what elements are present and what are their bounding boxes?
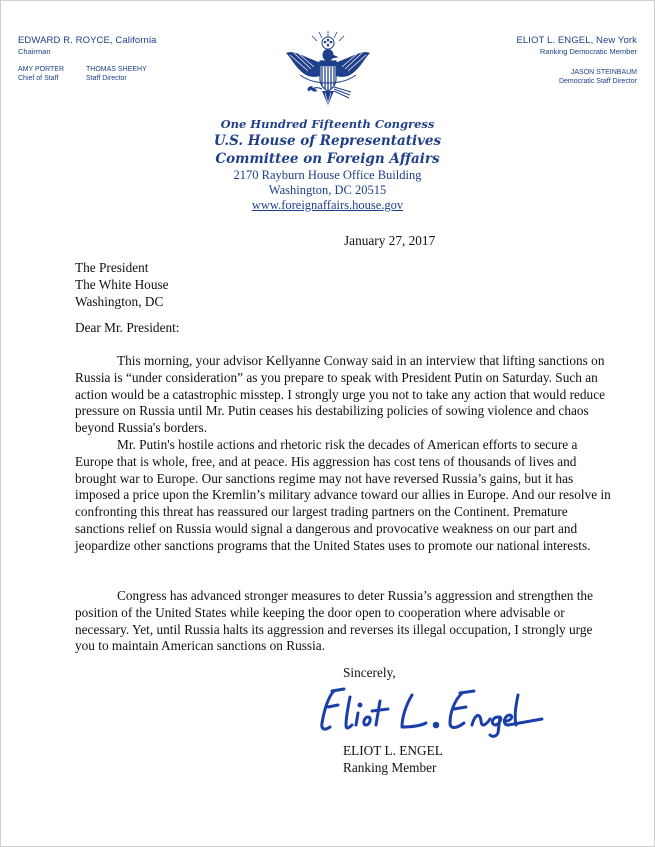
signer-block [343,743,443,777]
addressee-line: The President [75,260,149,275]
address-line: 2170 Rayburn House Office Building [233,168,422,182]
website-link[interactable]: www.foreignaffairs.house.gov [251,198,404,212]
staff-entry [516,68,637,86]
staff-name: THOMAS SHEEHY [86,66,147,73]
city-line: Washington, DC 20515 [268,183,387,197]
ranking-member-title: Ranking Democratic Member [539,47,637,56]
letter-date: January 27, 2017 [344,233,436,248]
letterhead-left [18,35,157,83]
staff-entry [18,65,64,83]
letterhead-right [516,35,637,86]
chair-title: Chairman [18,47,51,56]
handwritten-signature [314,683,544,739]
congress-line: One Hundred Fifteenth Congress [220,117,435,131]
addressee-block [75,260,615,310]
addressee-line: The White House [75,276,169,292]
staff-title: Chief of Staff [18,75,59,82]
staff-entry [86,65,147,83]
committee-name: Committee on Foreign Affairs [215,151,440,167]
committee-header [1,117,654,213]
chair-name: EDWARD R. ROYCE, California [18,35,157,46]
signer-title: Ranking Member [343,759,437,775]
staff-name: JASON STEINBAUM [570,69,637,76]
salutation: Dear Mr. President: [75,320,180,335]
house-line: U.S. House of Representatives [213,133,442,149]
staff-title: Staff Director [86,75,127,82]
staff-name: AMY PORTER [18,66,65,73]
closing: Sincerely, [343,665,396,680]
body-paragraph: Congress has advanced stronger measures to deter Russia’s aggression and strengthen the position of the United States while keeping the door open to cooperation where advisable or necessary. Yet, until Russia halts its aggression and reverses its illegal occupation, I strongly urge you to maintain American sanctions on Russia. [75,588,593,654]
body-paragraph: This morning, your advisor Kellyanne Conway said in an interview that lifting sanctions on Russia is “under consideration” as you prepare to speak with President Putin on Saturday. Such an action would be a catastrophic misstep. I strongly urge you not to take any action that would reduce pressure on Russia until Mr. Putin ceases his destabilizing policies of sowing violence and chaos beyond Russia's borders. [75,353,606,436]
signer-name: ELIOT L. ENGEL [343,743,443,758]
addressee-line: Washington, DC [75,293,164,309]
body-paragraph: Mr. Putin's hostile actions and rhetoric risk the decades of American efforts to secure a Europe that is whole, free, and at peace. His aggression has cost tens of thousands of lives and brought war to Europe. Our sanctions regime may not have reversed Russia’s gains, but it has imposed a price upon the Kremlin’s military advance toward our allies in Europe. And our resolve in confronting this threat has reassured our largest trading partners on the Continent. Premature sanctions relief on Russia would signal a dangerous and provocative weakness on our part and jeopardize other sanctions programs that the United States uses to promote our national interests. [75,437,611,553]
great-seal-eagle-icon [278,31,378,115]
left-staff-row [18,65,157,83]
ranking-member-name: ELIOT L. ENGEL, New York [516,35,637,46]
staff-title: Democratic Staff Director [558,78,637,85]
